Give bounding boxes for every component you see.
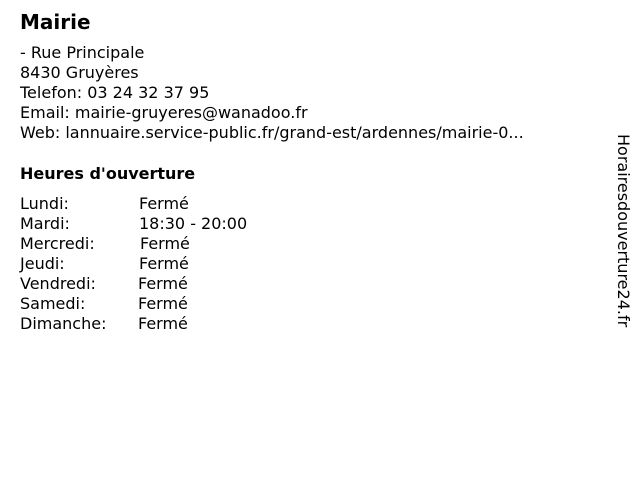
street-address: - Rue Principale	[20, 43, 145, 62]
day-label: Mardi:	[20, 214, 70, 233]
day-hours: Fermé	[139, 194, 189, 213]
email-address: Email: mairie-gruyeres@wanadoo.fr	[20, 103, 308, 122]
day-hours: Fermé	[138, 274, 188, 293]
site-watermark: Horairesdouverture24.fr	[614, 134, 633, 328]
day-hours: Fermé	[138, 294, 188, 313]
day-hours: Fermé	[138, 314, 188, 333]
day-label: Dimanche:	[20, 314, 107, 333]
opening-hours-heading: Heures d'ouverture	[20, 164, 196, 183]
business-name: Mairie	[20, 10, 91, 34]
day-label: Mercredi:	[20, 234, 95, 253]
contact-block	[20, 43, 524, 143]
day-hours: Fermé	[140, 234, 190, 253]
city-postcode: 8430 Gruyères	[20, 63, 139, 82]
phone-number: Telefon: 03 24 32 37 95	[20, 83, 210, 102]
day-label: Lundi:	[20, 194, 69, 213]
day-label: Samedi:	[20, 294, 86, 313]
day-hours: 18:30 - 20:00	[139, 214, 248, 233]
website-url: Web: lannuaire.service-public.fr/grand-est/ardennes/mairie-0...	[20, 123, 524, 142]
day-label: Vendredi:	[20, 274, 96, 293]
day-hours: Fermé	[139, 254, 189, 273]
day-label: Jeudi:	[20, 254, 65, 273]
